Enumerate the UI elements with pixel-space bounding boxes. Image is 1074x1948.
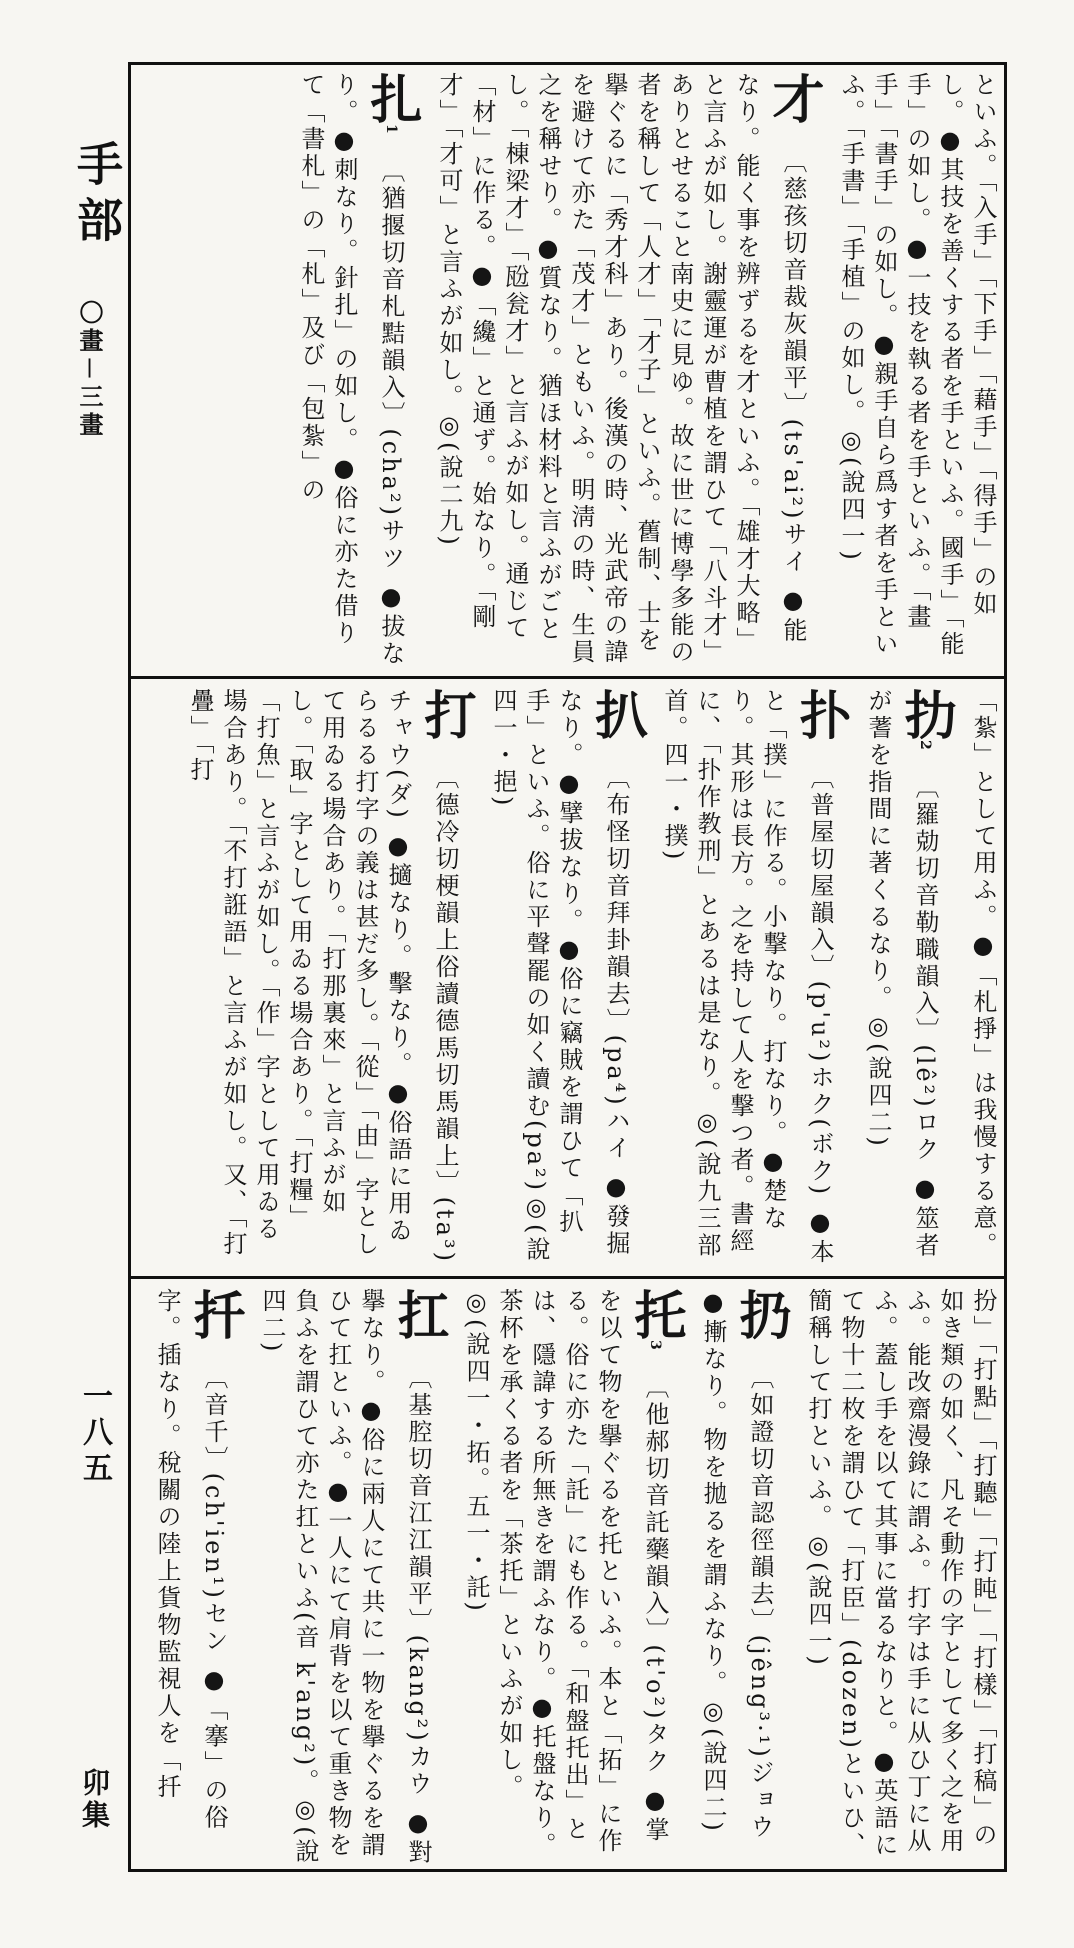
page-number: 一八五 (77, 1380, 112, 1488)
dictionary-entry (255, 1288, 449, 1868)
entry-headword: 扑 (790, 688, 851, 740)
entry-headword: 扐$^2$ (895, 688, 956, 750)
dictionary-entry (432, 72, 824, 668)
entry-definition: 〔羅勀切音勒職韻入〕(lê²)ロク ●筮者が蓍を指間に著くるなり。◎(說四二) (864, 688, 939, 1260)
band-divider-2 (128, 1276, 1007, 1279)
entry-headword: 才 (763, 72, 824, 124)
dictionary-entry (696, 1288, 791, 1868)
entry-definition: 〔他郝切音託藥韻入〕(t'o²)タク ●掌を以て物を擧ぐるを托といふ。本と「拓」に作る。俗に亦た「託」にも作る。「和盤托出」とは、隱諱する所無きを謂ふなり。●托盤なり。茶杯を承くる者を「茶托」といふが如し。◎(說四一・拓。五一・託) (462, 1288, 669, 1859)
entry-definition: といふ。「入手」「下手」「藉手」「得手」の如し。●其技を善くする者を手といふ。國手」「能手」の如し。●一技を執る者を手といふ。「畫手」「書手」の如し。●親手自ら爲す者を手といふ。「手書」「手植」の如し。◎(說四一) (837, 72, 997, 658)
dictionary-entry (861, 688, 956, 1268)
entry-headword: 打 (415, 688, 476, 740)
entry-headword: 扦 (184, 1288, 245, 1340)
volume-label: 卯集 (78, 1768, 111, 1832)
dictionary-entry (657, 688, 851, 1268)
band-divider-1 (128, 676, 1007, 679)
entry-definition: 〔慈孩切音裁灰韻平〕(ts'ai²)サイ ●能なり。能く事を辨ずるを才といふ。「雄才大略」と言ふが如し。謝靈運が曹植を謂ひて「八斗才」ありとせること南史に見ゆ。故に世に博學多能の者を稱して「人才」「才子」といふ。舊制、士を擧ぐるに「秀才科」あり。後漢の時、光武帝の諱を避けて亦た「茂才」ともいふ。明淸の時、生員之を稱せり。●質なり。猶ほ材料と言ふがごとし。「棟梁才」「瓰瓮才」と言ふが如し。通じて「材」に作る。●「纔」と通ず。始なり。「剛才」「才可」と言ふが如し。◎(說二九) (435, 72, 807, 666)
entry-definition: 〔基腔切音江江韻平〕(kang²)カウ ●對擧なり。●俗に兩人にて共に一物を擧ぐるを謂ひて扛といふ。●一人にて肩背を以て重き物を負ふを謂ひて亦た扛といふ(音 k'ang²)。◎(說四二) (258, 1288, 432, 1867)
entry-headword: 扔 (730, 1288, 791, 1340)
entry-headword: 托$^3$ (625, 1288, 686, 1350)
entry-headword: 扛 (388, 1288, 449, 1340)
text-band-3 (136, 1288, 999, 1868)
dictionary-entry (150, 1288, 245, 1868)
entry-definition: 〔音千〕(ch'ien¹)セン ●「搴」の俗字。插なり。稅關の陸上貨物監視人を「扦 (153, 1288, 228, 1832)
dictionary-entry (834, 72, 999, 668)
stroke-range: 〇畫－三畫 (75, 300, 104, 440)
entry-definition: 〔布怪切音拜卦韻去〕(pa⁴)ハイ ●發掘なり。●擘拔なり。●俗に竊賊を謂ひて「扒手」といふ。俗に平聲罷の如く讀む(pa²)◎(說四一・挹) (489, 688, 630, 1264)
entry-definition: 〔猶揠切音札黠韻入〕(cha²)サツ ●拔なり。●刺なり。針扎」の如し。●俗に亦た借りて「書札」の「札」及び「包紮」の (297, 72, 405, 668)
dictionary-entry (294, 72, 422, 668)
entry-definition: 扮」「打點」「打聽」「打盹」「打樣」「打稿」の如き類の如く、凡そ動作の字として多く之を用ふ。能改齋漫錄に謂ふ。打字は手に从ひ丁に从ふ。蓋し手を以て其事に當るなりと。●英語にて物十二枚を謂ひて「打臣」(dozen)といひ、簡稱して打といふ。◎(說四一) (804, 1288, 997, 1859)
radical-title: 手部 (70, 140, 124, 252)
entry-definition: 「紮」として用ふ。●「札掙」は我慢する意。 (969, 688, 997, 1259)
dictionary-entry (459, 1288, 686, 1868)
entry-definition: 〔普屋切屋韻入〕(p'u²)ホク(ボク) ●本と「撲」に作る。小撃なり。打なり。●楚なり。其形は長方。之を持して人を撃つ者。書經に、「扑作教刑」とあるは是なり。◎(說九三部首。四一・撲) (660, 688, 834, 1266)
text-band-2 (136, 688, 999, 1268)
dictionary-entry (801, 1288, 999, 1868)
headword-superscript: 1 (383, 124, 399, 134)
entry-headword: 扎$^1$ (361, 72, 422, 134)
entry-definition: 〔如證切音認徑韻去〕(jêng³·¹)ジョウ ●摲なり。物を拋るを謂ふなり。◎(說四二) (699, 1288, 774, 1841)
dictionary-entry (966, 688, 999, 1268)
dictionary-entry (486, 688, 647, 1268)
entry-definition: 〔德冷切梗韻上俗讀德馬切馬韻上〕(ta³)チャウ(ダ) ●擿なり。擊なり。●俗語に用ゐらるる打字の義は甚だ多し。「從」「由」字として用ゐる場合あり。「打那裏來」と言ふが如し。「取」字として用ゐる場合あり。「打糧」「打魚」と言ふが如し。「作」字として用ゐる場合あり。「不打誑語」と言ふが如し。又、「打疊」「打 (186, 688, 459, 1264)
headword-superscript: 2 (917, 740, 933, 750)
entry-headword: 扒 (586, 688, 647, 740)
text-band-1 (136, 72, 999, 668)
headword-superscript: 3 (647, 1340, 663, 1350)
dictionary-entry (183, 688, 476, 1268)
